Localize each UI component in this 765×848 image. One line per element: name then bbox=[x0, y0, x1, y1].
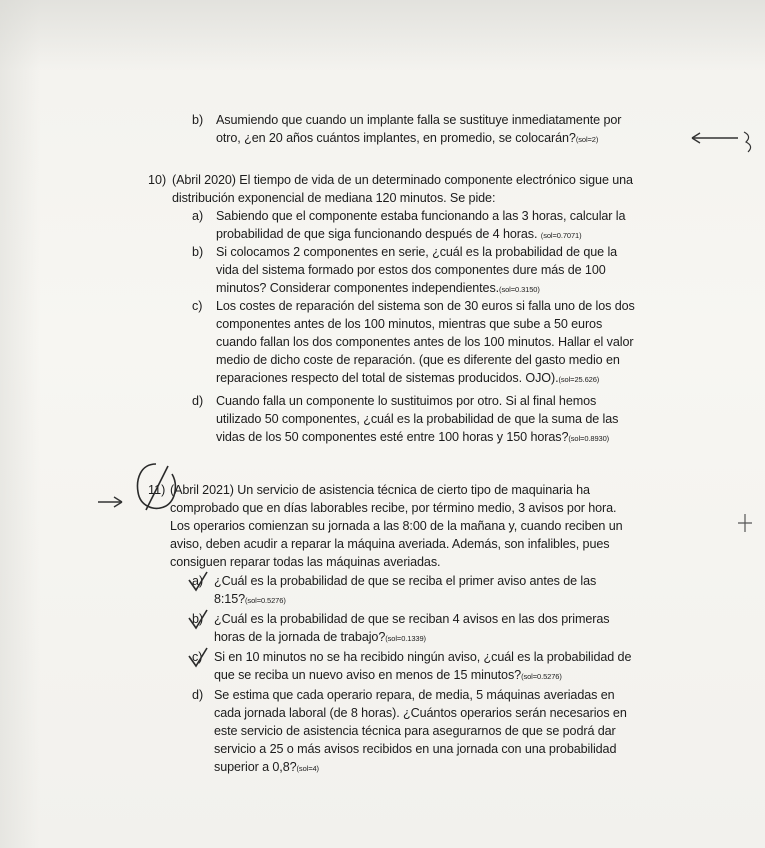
text-line: cada jornada laboral (de 8 horas). ¿Cuántos operarios serán necesarios en bbox=[214, 706, 627, 720]
text-line: reparaciones respecto del total de sistemas producidos. OJO).(sol=25.626) bbox=[216, 371, 600, 385]
problem-11-statement bbox=[170, 481, 623, 571]
text-line: consiguen reparar todas las máquinas averiadas. bbox=[170, 555, 441, 569]
text-line: 8:15?(sol=0.5276) bbox=[214, 592, 286, 606]
solution-note: (sol=2) bbox=[575, 135, 599, 144]
scan-shadow-left bbox=[0, 0, 40, 848]
solution-note: (sol=0.1339) bbox=[385, 634, 426, 643]
problem-10-item-d bbox=[216, 392, 618, 448]
item-marker: b) bbox=[192, 245, 204, 259]
text-line: Si en 10 minutos no se ha recibido ningún aviso, ¿cuál es la probabilidad de bbox=[214, 650, 632, 664]
solution-note: (sol=0.8930) bbox=[568, 434, 610, 443]
text-line: Sabiendo que el componente estaba funcionando a las 3 horas, calcular la bbox=[216, 209, 626, 223]
item-marker: b) bbox=[192, 612, 204, 626]
text-line: Se estima que cada operario repara, de media, 5 máquinas averiadas en bbox=[214, 688, 615, 702]
text-line: utilizado 50 componentes, ¿cuál es la probabilidad de que la suma de las bbox=[216, 412, 619, 426]
problem-11-item-b bbox=[214, 610, 609, 648]
problem-10-statement bbox=[172, 171, 633, 207]
problem-10-item-c bbox=[216, 297, 635, 389]
text-line: (Abril 2020) El tiempo de vida de un determinado componente electrónico sigue una bbox=[172, 173, 633, 187]
problem-number: 10) bbox=[148, 173, 167, 187]
item-marker: c) bbox=[192, 299, 203, 313]
text-line: Si colocamos 2 componentes en serie, ¿cuál es la probabilidad de que la bbox=[216, 245, 618, 259]
text-line: superior a 0,8?(sol=4) bbox=[214, 760, 319, 774]
problem-10-item-a bbox=[216, 207, 625, 245]
text-line: vidas de los 50 componentes esté entre 100 horas y 150 horas?(sol=0.8930) bbox=[216, 430, 610, 444]
problem-10-item-b bbox=[216, 243, 617, 299]
check-mark-icon bbox=[186, 646, 210, 670]
text-line: distribución exponencial de mediana 120 minutos. Se pide: bbox=[172, 191, 496, 205]
previous-item-b-text bbox=[216, 111, 621, 149]
text-line: comprobado que en días laborables recibe, por término medio, 3 avisos por hora. bbox=[170, 501, 617, 515]
text-line: que se reciba un nuevo aviso en menos de 15 minutos?(sol=0.5276) bbox=[214, 668, 562, 682]
text-line: Asumiendo que cuando un implante falla se sustituye inmediatamente por bbox=[216, 113, 622, 127]
text-line: Los costes de reparación del sistema son de 30 euros si falla uno de los dos bbox=[216, 299, 635, 313]
text-line: ¿Cuál es la probabilidad de que se reciba el primer aviso antes de las bbox=[214, 574, 597, 588]
text-line: ¿Cuál es la probabilidad de que se reciban 4 avisos en las dos primeras bbox=[214, 612, 610, 626]
solution-note: (sol=4) bbox=[296, 764, 319, 773]
arrow-left-icon bbox=[690, 126, 760, 156]
solution-note: (sol=0.7071) bbox=[540, 231, 582, 240]
circle-mark-icon bbox=[132, 460, 180, 516]
text-line: probabilidad de que siga funcionando después de 4 horas. (sol=0.7071) bbox=[216, 227, 582, 241]
item-marker: d) bbox=[192, 394, 204, 408]
text-line: aviso, deben acudir a reparar la máquina averiada. Además, son infalibles, pues bbox=[170, 537, 610, 551]
text-line: componentes antes de los 100 minutos, mientras que sube a 50 euros bbox=[216, 317, 603, 331]
text-line: este servicio de asistencia técnica para asegurarnos de que se podrá dar bbox=[214, 724, 616, 738]
problem-11-item-c bbox=[214, 648, 631, 686]
cross-mark-icon bbox=[736, 512, 754, 534]
text-line: (Abril 2021) Un servicio de asistencia técnica de cierto tipo de maquinaria ha bbox=[170, 483, 590, 497]
text-line: minutos? Considerar componentes independientes.(sol=0.3150) bbox=[216, 281, 540, 295]
text-line: cuando fallan los dos componentes antes de los 100 minutos. Hallar el valor bbox=[216, 335, 634, 349]
check-mark-icon bbox=[186, 570, 210, 594]
solution-note: (sol=0.5276) bbox=[245, 596, 286, 605]
problem-11-item-d bbox=[214, 686, 627, 778]
text-line: medio de dicho coste de reparación. (que es diferente del gasto medio en bbox=[216, 353, 620, 367]
solution-note: (sol=0.3150) bbox=[499, 285, 540, 294]
text-line: vida del sistema formado por estos dos componentes dure más de 100 bbox=[216, 263, 606, 277]
solution-note: (sol=25.626) bbox=[558, 375, 600, 384]
text-line: Cuando falla un componente lo sustituimos por otro. Si al final hemos bbox=[216, 394, 597, 408]
text-line: horas de la jornada de trabajo?(sol=0.1339) bbox=[214, 630, 426, 644]
item-marker: d) bbox=[192, 688, 204, 702]
problem-number: 11) bbox=[148, 483, 166, 497]
problem-11-item-a bbox=[214, 572, 596, 610]
text-line: otro, ¿en 20 años cuántos implantes, en promedio, se colocarán?(sol=2) bbox=[216, 131, 599, 145]
text-line: Los operarios comienzan su jornada a las 8:00 de la mañana y, cuando reciben un bbox=[170, 519, 623, 533]
solution-note: (sol=0.5276) bbox=[521, 672, 562, 681]
check-mark-icon bbox=[186, 608, 210, 632]
item-marker: c) bbox=[192, 650, 203, 664]
arrow-right-icon bbox=[96, 492, 126, 512]
item-marker: a) bbox=[192, 574, 204, 588]
text-line: servicio a 25 o más avisos recibidos en una jornada con una probabilidad bbox=[214, 742, 617, 756]
item-marker: a) bbox=[192, 209, 204, 223]
item-marker: b) bbox=[192, 113, 204, 127]
scan-shadow-top bbox=[0, 0, 765, 70]
